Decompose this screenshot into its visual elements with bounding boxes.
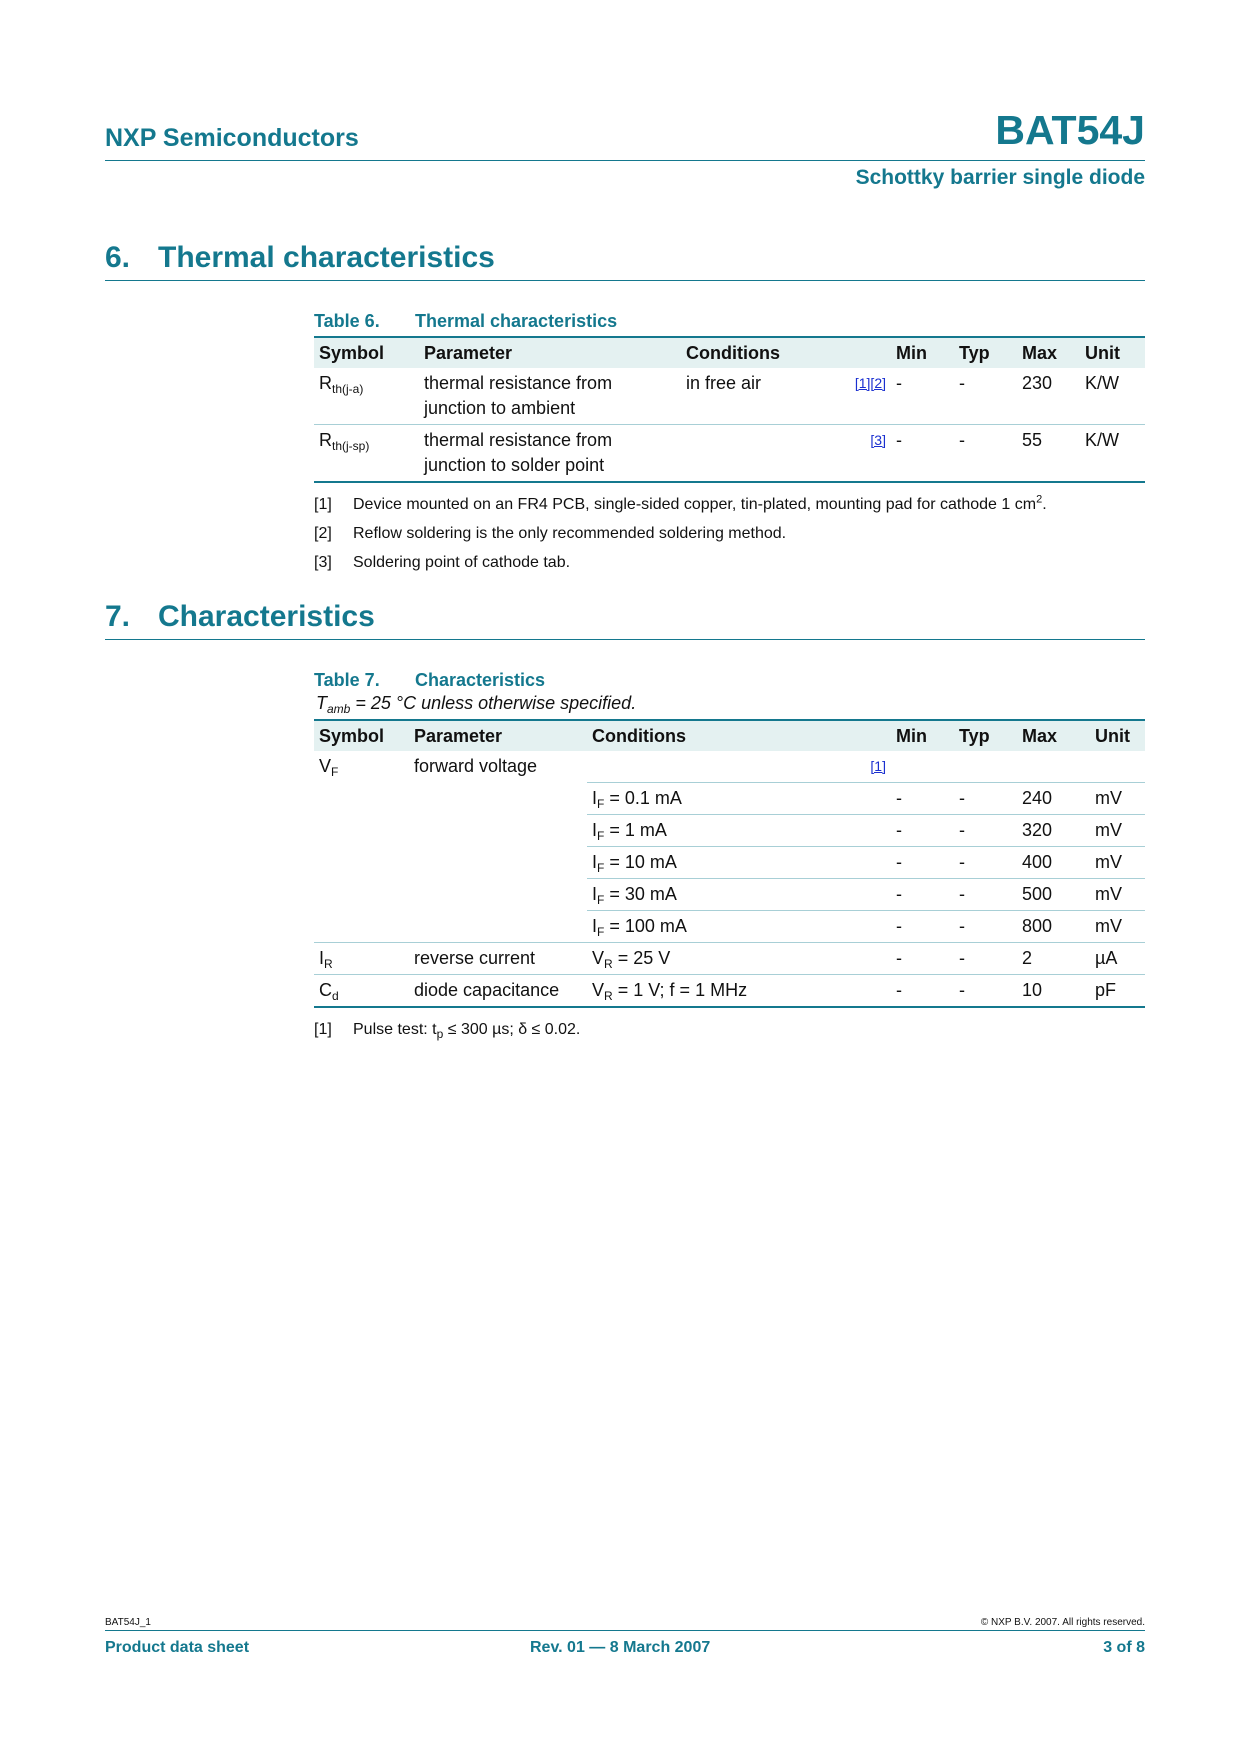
col-header: Max (1017, 337, 1080, 368)
table-row (314, 911, 1145, 943)
symbol-cell (314, 368, 419, 425)
table-row (314, 783, 1145, 815)
symbol: C (319, 980, 332, 1000)
cond-symbol: I (592, 916, 598, 936)
cond-subscript: F (597, 925, 605, 939)
cond-symbol: V (592, 980, 605, 1000)
section-title: Characteristics (158, 600, 375, 633)
footnote-link[interactable]: [1][2] (854, 375, 886, 391)
table-row (314, 847, 1145, 879)
symbol-cell (314, 943, 409, 975)
col-header: Conditions (587, 720, 891, 751)
col-header: Conditions (681, 337, 891, 368)
conditions-cell (587, 847, 891, 879)
max-cell: 800 (1017, 911, 1090, 943)
table-header-row (314, 337, 1145, 368)
min-cell: - (891, 815, 954, 847)
min-cell: - (891, 847, 954, 879)
symbol-subscript: R (324, 957, 333, 971)
temp-symbol: T (316, 693, 327, 713)
cond-symbol: I (592, 788, 598, 808)
cond-value: = 100 mA (604, 916, 687, 936)
col-header: Parameter (409, 720, 587, 751)
symbol-subscript: th(j-a) (332, 382, 364, 396)
symbol-cell (314, 975, 409, 1008)
typ-cell: - (954, 879, 1017, 911)
footnote-text: Pulse test: t (353, 1021, 437, 1038)
footnote-link[interactable]: [1] (870, 758, 886, 774)
max-cell: 320 (1017, 815, 1090, 847)
table-title: Characteristics (415, 670, 546, 690)
unit-cell: K/W (1080, 425, 1145, 483)
max-cell: 2 (1017, 943, 1090, 975)
document-type: Product data sheet (105, 1639, 250, 1656)
table-6-caption (314, 310, 1145, 332)
cond-subscript: R (604, 957, 613, 971)
page-number: 3 of 8 (1103, 1639, 1145, 1656)
conditions-cell (681, 368, 891, 425)
conditions-cell (587, 911, 891, 943)
col-header: Parameter (419, 337, 681, 368)
conditions-cell (681, 425, 891, 483)
footer-divider (105, 1630, 1145, 1631)
part-subtitle: Schottky barrier single diode (855, 166, 1145, 189)
symbol: V (319, 756, 332, 776)
conditions-cell (587, 751, 891, 783)
table-row (314, 751, 1145, 783)
conditions-text: = 25 °C unless otherwise specified. (350, 693, 637, 713)
parameter-line: thermal resistance from (424, 373, 613, 393)
table-7-notes (314, 1020, 1145, 1040)
section-number: 7. (105, 600, 131, 633)
parameter-line: junction to solder point (424, 455, 605, 475)
typ-cell: - (954, 847, 1017, 879)
max-cell: 400 (1017, 847, 1090, 879)
footnote-text: Soldering point of cathode tab. (353, 554, 571, 571)
cond-subscript: F (597, 893, 605, 907)
unit-cell: mV (1090, 847, 1145, 879)
footnote (314, 524, 1145, 544)
footnote (314, 553, 1145, 573)
conditions-cell (587, 815, 891, 847)
table-row (314, 815, 1145, 847)
cond-value: = 1 mA (604, 820, 667, 840)
symbol-cell (314, 425, 419, 483)
footnote-text: ≤ 300 µs; δ ≤ 0.02. (443, 1021, 581, 1038)
cond-subscript: F (597, 797, 605, 811)
footnote-number: [1] (314, 496, 332, 513)
cond-subscript: F (597, 861, 605, 875)
thermal-table (314, 336, 1145, 483)
conditions: in free air (686, 373, 762, 393)
parameter-cell (419, 425, 681, 483)
unit-cell: µA (1090, 943, 1145, 975)
max-cell: 55 (1017, 425, 1080, 483)
footnote-end: . (1042, 496, 1047, 513)
col-header: Unit (1090, 720, 1145, 751)
typ-cell: - (954, 815, 1017, 847)
col-header: Min (891, 720, 954, 751)
parameter-cell: forward voltage (414, 756, 538, 776)
unit-cell: pF (1090, 975, 1145, 1008)
table-label: Table 7. (314, 670, 380, 690)
table-row (314, 975, 1145, 1008)
cond-value: = 25 V (612, 948, 671, 968)
parameter-cell: diode capacitance (409, 975, 587, 1008)
footnote-text: Reflow soldering is the only recommended soldering method. (353, 525, 787, 542)
cond-subscript: F (597, 829, 605, 843)
min-cell: - (891, 943, 954, 975)
col-header: Typ (954, 720, 1017, 751)
col-header: Min (891, 337, 954, 368)
unit-cell: mV (1090, 783, 1145, 815)
typ-cell: - (954, 783, 1017, 815)
symbol-cell (314, 751, 409, 783)
footnote (314, 1020, 1145, 1040)
footnote (314, 495, 1145, 515)
typ-cell: - (954, 368, 1017, 425)
table-title: Thermal characteristics (415, 311, 618, 331)
table-row (314, 425, 1145, 483)
document-id: BAT54J_1 (105, 1617, 151, 1628)
superscript: 2 (1036, 493, 1043, 506)
table-row (314, 368, 1145, 425)
typ-cell: - (954, 911, 1017, 943)
unit-cell: mV (1090, 911, 1145, 943)
cond-value: = 1 V; f = 1 MHz (612, 980, 748, 1000)
table-label: Table 6. (314, 311, 380, 331)
cond-subscript: R (604, 989, 613, 1003)
conditions-cell (587, 879, 891, 911)
symbol-subscript: d (332, 989, 339, 1003)
cond-value: = 0.1 mA (604, 788, 682, 808)
subscript: p (436, 1027, 444, 1041)
min-cell: - (891, 368, 954, 425)
min-cell: - (891, 879, 954, 911)
min-cell: - (891, 783, 954, 815)
unit-cell: K/W (1080, 368, 1145, 425)
symbol-subscript: th(j-sp) (332, 439, 370, 453)
min-cell: - (891, 975, 954, 1008)
min-cell: - (891, 911, 954, 943)
symbol: I (319, 948, 325, 968)
typ-cell: - (954, 943, 1017, 975)
footnote-number: [3] (314, 554, 332, 571)
max-cell: 10 (1017, 975, 1090, 1008)
unit-cell: mV (1090, 815, 1145, 847)
unit-cell: mV (1090, 879, 1145, 911)
max-cell: 240 (1017, 783, 1090, 815)
characteristics-table (314, 719, 1145, 1008)
section-7-heading (105, 599, 1145, 640)
section-number: 6. (105, 241, 131, 274)
typ-cell: - (954, 975, 1017, 1008)
table-7-conditions (316, 691, 1145, 715)
temp-subscript: amb (327, 702, 351, 716)
footnote-number: [2] (314, 525, 332, 542)
parameter-line: junction to ambient (424, 398, 576, 418)
section-6-heading (105, 240, 1145, 281)
table-row (314, 943, 1145, 975)
min-cell: - (891, 425, 954, 483)
conditions-cell (587, 975, 891, 1008)
footnote-number: [1] (314, 1021, 332, 1038)
col-header: Unit (1080, 337, 1145, 368)
col-header: Symbol (314, 720, 409, 751)
table-header-row (314, 720, 1145, 751)
cond-value: = 10 mA (604, 852, 677, 872)
cond-symbol: I (592, 852, 598, 872)
copyright: © NXP B.V. 2007. All rights reserved. (980, 1617, 1145, 1628)
symbol-subscript: F (331, 765, 339, 779)
conditions-cell (587, 783, 891, 815)
company-name: NXP Semiconductors (105, 124, 359, 152)
max-cell: 230 (1017, 368, 1080, 425)
cond-value: = 30 mA (604, 884, 677, 904)
cond-symbol: V (592, 948, 605, 968)
cond-symbol: I (592, 820, 598, 840)
parameter-line: thermal resistance from (424, 430, 613, 450)
part-number: BAT54J (995, 107, 1145, 153)
symbol: R (319, 430, 332, 450)
parameter-cell: reverse current (409, 943, 587, 975)
section-title: Thermal characteristics (158, 241, 495, 274)
max-cell: 500 (1017, 879, 1090, 911)
typ-cell: - (954, 425, 1017, 483)
col-header: Max (1017, 720, 1090, 751)
revision: Rev. 01 — 8 March 2007 (530, 1639, 711, 1656)
conditions-cell (587, 943, 891, 975)
table-6-notes (314, 495, 1145, 573)
table-row (314, 879, 1145, 911)
col-header: Typ (954, 337, 1017, 368)
col-header: Symbol (314, 337, 419, 368)
footnote-text: Device mounted on an FR4 PCB, single-sided copper, tin-plated, mounting pad for cathode 1 cm (353, 496, 1037, 513)
header-divider (105, 160, 1145, 161)
cond-symbol: I (592, 884, 598, 904)
symbol: R (319, 373, 332, 393)
parameter-cell (419, 368, 681, 425)
table-7-caption (314, 669, 1145, 691)
footnote-link[interactable]: [3] (870, 432, 886, 448)
page-content (105, 240, 1145, 1049)
